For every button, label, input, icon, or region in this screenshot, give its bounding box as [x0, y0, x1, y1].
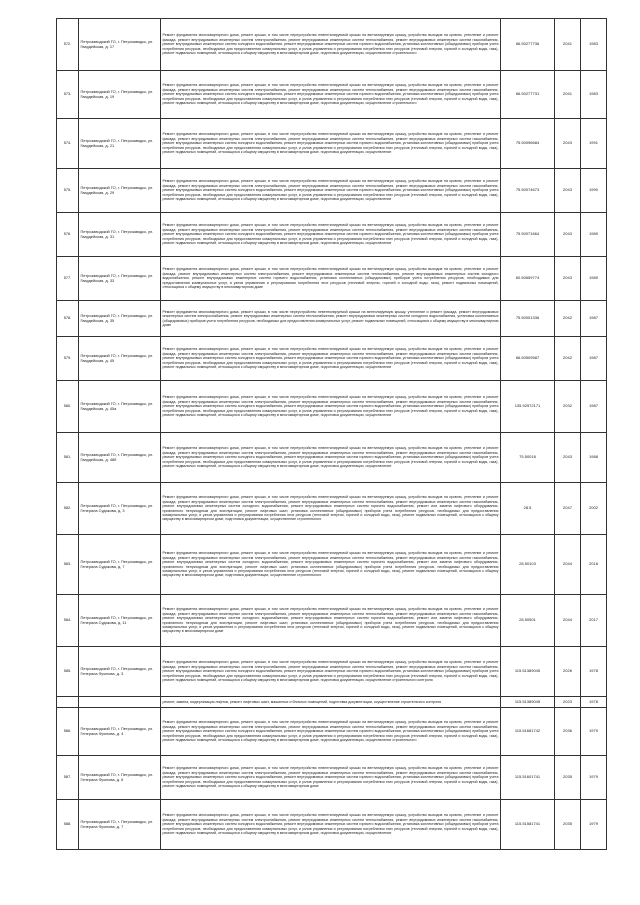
- row-year: 2032: [555, 381, 581, 433]
- table-row: [57, 71, 607, 119]
- row-works: Ремонт фундамента многоквартирного дома, ремонт крыши, в том числе переустройство невентилируемой крыши на вентилируемую крышу, устройство выходов на кровлю, утепление и ремонт фасада, ремонт внутридомовых инженерных систем электроснабжения, ремонт внутридомовых инженерных систем теплоснабжения, ремонт внутридомовых инженерных систем холодного водоснабжения, ремонт внутридомовых инженерных систем горячего водоснабжения, установка коллективных (общедомовых) приборов учета потребления ресурсов, необходимых для предоставления коммунальных услуг, и узлов управления и регулирования потребления этих ресурсов (тепловой энергии, горячей и холодной воды, газа), ремонт подвальных помещений, относящихся к общему имуществу в многоквартирном доме: [161, 257, 501, 301]
- row-commissioning-year: 1979: [581, 800, 607, 850]
- row-cost: 28.50103: [501, 535, 555, 595]
- row-number: 577.: [57, 257, 79, 301]
- row-address: Петрозаводский ГО, г. Петрозаводск, ул. Гвардейская, д. 19: [79, 71, 161, 119]
- row-commissioning-year: 1990: [581, 169, 607, 213]
- row-cost: 60.50659774: [501, 257, 555, 301]
- row-works: Ремонт фундамента многоквартирного дома, ремонт крыши, в том числе переустройство невентилируемой крыши на вентилируемую крышу, устройство выходов на кровлю, утепление и ремонт фасада, ремонт внутридомовых инженерных систем электроснабжения, ремонт внутридомовых инженерных систем теплоснабжения, ремонт внутридомовых инженерных систем газоснабжения, ремонт внутридомовых инженерных систем холодного водоснабжения, ремонт внутридомовых инженерных систем горячего водоснабжения, установка коллективных (общедомовых) приборов учета потребления ресурсов, необходимых для предоставления коммунальных услуг, и узлов управления и регулирования потребления этих ресурсов (тепловой энергии, горячей и холодной воды, газа), ремонт подвальных помещений, относящихся к общему имуществу в многоквартирном доме, подготовка документации, осуществление: [161, 119, 501, 169]
- row-works: Ремонт фундамента многоквартирного дома, ремонт крыши, в том числе переустройство невентилируемой крыши на вентилируемую крышу, устройство выходов на кровлю, утепление и ремонт фасада, ремонт внутридомовых инженерных систем электроснабжения, ремонт внутридомовых инженерных систем теплоснабжения, ремонт внутридомовых инженерных систем газоснабжения, ремонт внутридомовых инженерных систем холодного водоснабжения, ремонт внутридомовых инженерных систем горячего водоснабжения, ремонт или замена лифтового оборудования, признанного непригодным для эксплуатации, ремонт лифтовых шахт, установка коллективных (общедомовых) приборов учета потребления ресурсов, необходимых для предоставления коммунальных услуг, и узлов управления и регулирования потребления этих ресурсов (тепловой энергии, горячей и холодной воды, газа), ремонт подвальных помещений, относящихся к общему имуществу в многоквартирном доме: [161, 595, 501, 647]
- row-cost: 66.50277736: [501, 19, 555, 71]
- row-cost: 75.50001336: [501, 301, 555, 337]
- row-number: 572.: [57, 19, 79, 71]
- row-year: 2036: [555, 708, 581, 756]
- row-cost: 75.50096684: [501, 119, 555, 169]
- row-year: 2041: [555, 71, 581, 119]
- row-works: Ремонт фундамента многоквартирного дома, ремонт крыши, в том числе переустройство невентилируемой крыши на вентилируемую крышу, устройство выходов на кровлю, утепление и ремонт фасада, ремонт внутридомовых инженерных систем электроснабжения, ремонт внутридомовых инженерных систем теплоснабжения, ремонт внутридомовых инженерных систем газоснабжения, ремонт внутридомовых инженерных систем холодного водоснабжения, ремонт внутридомовых инженерных систем горячего водоснабжения, установка коллективных (общедомовых) приборов учета потребления ресурсов, необходимых для предоставления коммунальных услуг, и узлов управления и регулирования потребления этих ресурсов (тепловой энергии, горячей и холодной воды, газа), ремонт подвальных помещений, относящихся к общему имуществу в многоквартирном доме, подготовка документации, осуществление: [161, 169, 501, 213]
- row-commissioning-year: 1989: [581, 257, 607, 301]
- row-year: 2043: [555, 169, 581, 213]
- row-works: Ремонт фундамента многоквартирного дома, ремонт крыши, в том числе переустройство невентилируемой крыши на вентилируемую крышу, устройство выходов на кровлю, утепление и ремонт фасада, ремонт внутридомовых инженерных систем электроснабжения, ремонт внутридомовых инженерных систем теплоснабжения, ремонт внутридомовых инженерных систем газоснабжения, ремонт внутридомовых инженерных систем холодного водоснабжения, ремонт внутридомовых инженерных систем горячего водоснабжения, установка коллективных (общедомовых) приборов учета потребления ресурсов, необходимых для предоставления коммунальных услуг, и узлов управления и регулирования потребления этих ресурсов (тепловой энергии, горячей и холодной воды, газа), ремонт подвальных помещений, относящихся к общему имуществу в многоквартирном доме, подготовка документации, осуществление строительного: [161, 19, 501, 71]
- row-address: Петрозаводский ГО, г. Петрозаводск, ул. Генерала Фролова, д. 4: [79, 708, 161, 756]
- table-row: [57, 337, 607, 381]
- row-year: 2023: [555, 697, 581, 708]
- row-number: 578.: [57, 301, 79, 337]
- row-commissioning-year: 1979: [581, 756, 607, 800]
- table-row: [57, 535, 607, 595]
- row-works: Ремонт фундамента многоквартирного дома, ремонт крыши, в том числе переустройство невентилируемой крыши на вентилируемую крышу, устройство выходов на кровлю, утепление и ремонт фасада, ремонт внутридомовых инженерных систем электроснабжения, ремонт внутридомовых инженерных систем теплоснабжения, ремонт внутридомовых инженерных систем газоснабжения, ремонт внутридомовых инженерных систем холодного водоснабжения, ремонт внутридомовых инженерных систем горячего водоснабжения, ремонт или замена лифтового оборудования, признанного непригодным для эксплуатации, ремонт лифтовых шахт, установка коллективных (общедомовых) приборов учета потребления ресурсов, необходимых для предоставления коммунальных услуг, и узлов управления и регулирования потребления этих ресурсов (тепловой энергии, горячей и холодной воды, газа), ремонт подвальных помещений, относящихся к общему имуществу в многоквартирном доме, подготовка документации, осуществление строительного: [161, 483, 501, 535]
- row-works: Ремонт фундамента многоквартирного дома, ремонт крыши, в том числе переустройство невентилируемой крыши на вентилируемую крышу, утепление и ремонт фасада, ремонт внутридомовых инженерных систем электроснабжения, ремонт внутридомовых инженерных систем теплоснабжения, ремонт внутридомовых инженерных систем холодного водоснабжения, установка коллективных (общедомовых) приборов учета потребления ресурсов, необходимых для предоставления коммунальных услуг, ремонт подвальных помещений, относящихся к общему имуществу в многоквартирном доме: [161, 301, 501, 337]
- row-number: 573.: [57, 71, 79, 119]
- row-works: ремонт, замена, модернизация лифтов, ремонт лифтовых шахт, машинных и блочных помещений, подготовка документации, осуществление строительного контроля: [161, 697, 501, 708]
- row-number: 586.: [57, 708, 79, 756]
- row-works: Ремонт фундамента многоквартирного дома, ремонт крыши, в том числе переустройство невентилируемой крыши на вентилируемую крышу, устройство выходов на кровлю, утепление и ремонт фасада, ремонт внутридомовых инженерных систем электроснабжения, ремонт внутридомовых инженерных систем теплоснабжения, ремонт внутридомовых инженерных систем газоснабжения, ремонт внутридомовых инженерных систем холодного водоснабжения, ремонт внутридомовых инженерных систем горячего водоснабжения, установка коллективных (общедомовых) приборов учета потребления ресурсов, необходимых для предоставления коммунальных услуг, и узлов управления и регулирования потребления этих ресурсов (тепловой энергии, горячей и холодной воды, газа), ремонт подвальных помещений, относящихся к общему имуществу в многоквартирном доме, подготовка документации, осуществление: [161, 381, 501, 433]
- table-row: [57, 169, 607, 213]
- row-address: Петрозаводский ГО, г. Петрозаводск, ул. Генерала Фролова, д. 3: [79, 647, 161, 697]
- row-works: Ремонт фундамента многоквартирного дома, ремонт крыши, в том числе переустройство невентилируемой крыши на вентилируемую крышу, устройство выходов на кровлю, утепление и ремонт фасада, ремонт внутридомовых инженерных систем электроснабжения, ремонт внутридомовых инженерных систем теплоснабжения, ремонт внутридомовых инженерных систем газоснабжения, ремонт внутридомовых инженерных систем холодного водоснабжения, ремонт внутридомовых инженерных систем горячего водоснабжения, установка коллективных (общедомовых) приборов учета потребления ресурсов, необходимых для предоставления коммунальных услуг, и узлов управления и регулирования потребления этих ресурсов (тепловой энергии, горячей и холодной воды, газа), ремонт подвальных помещений, относящихся к общему имуществу в многоквартирном доме, подготовка документации, осуществление строительного: [161, 708, 501, 756]
- row-cost: 115.51389045: [501, 647, 555, 697]
- row-address: Петрозаводский ГО, г. Петрозаводск, ул. Генерала Судакова, д. 7: [79, 535, 161, 595]
- row-address: Петрозаводский ГО, г. Петрозаводск, ул. Генерала Фролова, д. 7: [79, 800, 161, 850]
- row-address: Петрозаводский ГО, г. Петрозаводск, ул. Генерала Фролова, д. 6: [79, 756, 161, 800]
- row-number: 582.: [57, 483, 79, 535]
- row-address: Петрозаводский ГО, г. Петрозаводск, ул. Гвардейская, д. 45а: [79, 381, 161, 433]
- row-number: [57, 697, 79, 708]
- row-address: Петрозаводский ГО, г. Петрозаводск, ул. Гвардейская, д. 45: [79, 337, 161, 381]
- row-cost: 28.5: [501, 483, 555, 535]
- row-number: 580.: [57, 381, 79, 433]
- row-works: Ремонт фундамента многоквартирного дома, ремонт крыши, в том числе переустройство невентилируемой крыши на вентилируемую крышу, устройство выходов на кровлю, утепление и ремонт фасада, ремонт внутридомовых инженерных систем электроснабжения, ремонт внутридомовых инженерных систем теплоснабжения, ремонт внутридомовых инженерных систем газоснабжения, ремонт внутридомовых инженерных систем холодного водоснабжения, ремонт внутридомовых инженерных систем горячего водоснабжения, установка коллективных (общедомовых) приборов учета потребления ресурсов, необходимых для предоставления коммунальных услуг, и узлов управления и регулирования потребления этих ресурсов (тепловой энергии, горячей и холодной воды, газа), ремонт подвальных помещений, относящихся к общему имуществу в многоквартирном доме, подготовка документации, осуществление: [161, 800, 501, 850]
- row-commissioning-year: 1979: [581, 708, 607, 756]
- table-row: [57, 708, 607, 756]
- table-row: [57, 647, 607, 697]
- row-year: 2043: [555, 119, 581, 169]
- table-row: [57, 19, 607, 71]
- row-commissioning-year: 2017: [581, 595, 607, 647]
- row-commissioning-year: 1991: [581, 119, 607, 169]
- table-row: [57, 381, 607, 433]
- row-year: 2026: [555, 647, 581, 697]
- row-year: 2043: [555, 257, 581, 301]
- row-works: Ремонт фундамента многоквартирного дома, ремонт крыши, в том числе переустройство невентилируемой крыши на вентилируемую крышу, устройство выходов на кровлю, утепление и ремонт фасада, ремонт внутридомовых инженерных систем электроснабжения, ремонт внутридомовых инженерных систем теплоснабжения, ремонт внутридомовых инженерных систем газоснабжения, ремонт внутридомовых инженерных систем холодного водоснабжения, ремонт внутридомовых инженерных систем горячего водоснабжения, установка коллективных (общедомовых) приборов учета потребления ресурсов, необходимых для предоставления коммунальных услуг, и узлов управления и регулирования потребления этих ресурсов (тепловой энергии, горячей и холодной воды, газа), ремонт подвальных помещений, относящихся к общему имуществу в многоквартирном доме: [161, 756, 501, 800]
- table-row: [57, 800, 607, 850]
- row-address: Петрозаводский ГО, г. Петрозаводск, ул. Гвардейская, д. 17: [79, 19, 161, 71]
- row-commissioning-year: 2018: [581, 535, 607, 595]
- row-commissioning-year: 2002: [581, 483, 607, 535]
- row-address: Петрозаводский ГО, г. Петрозаводск, ул. Гвардейская, д. 21: [79, 119, 161, 169]
- row-number: 576.: [57, 213, 79, 257]
- row-year: 2035: [555, 756, 581, 800]
- row-commissioning-year: 1989: [581, 213, 607, 257]
- row-number: 575.: [57, 169, 79, 213]
- row-commissioning-year: 1988: [581, 433, 607, 483]
- row-number: 579.: [57, 337, 79, 381]
- capital-repair-table: [56, 18, 607, 850]
- row-address: Петрозаводский ГО, г. Петрозаводск, ул. Гвардейская, д. 29: [79, 169, 161, 213]
- row-year: 2043: [555, 213, 581, 257]
- table-row: [57, 257, 607, 301]
- row-works: Ремонт фундамента многоквартирного дома, ремонт крыши, в том числе переустройство невентилируемой крыши на вентилируемую крышу, устройство выходов на кровлю, утепление и ремонт фасада, ремонт внутридомовых инженерных систем электроснабжения, ремонт внутридомовых инженерных систем теплоснабжения, ремонт внутридомовых инженерных систем газоснабжения, ремонт внутридомовых инженерных систем холодного водоснабжения, ремонт внутридомовых инженерных систем горячего водоснабжения, установка коллективных (общедомовых) приборов учета потребления ресурсов, необходимых для предоставления коммунальных услуг, и узлов управления и регулирования потребления этих ресурсов (тепловой энергии, горячей и холодной воды, газа), ремонт подвальных помещений, относящихся к общему имуществу в многоквартирном доме, подготовка документации, осуществление строительного: [161, 71, 501, 119]
- row-number: 587.: [57, 756, 79, 800]
- row-commissioning-year: 1978: [581, 697, 607, 708]
- table-row: [57, 595, 607, 647]
- row-address: Петрозаводский ГО, г. Петрозаводск, ул. Гвардейская, д. 31: [79, 213, 161, 257]
- row-address: [79, 697, 161, 708]
- row-commissioning-year: 1987: [581, 337, 607, 381]
- table-row: [57, 119, 607, 169]
- row-year: 2042: [555, 337, 581, 381]
- row-cost: 115.51681742: [501, 708, 555, 756]
- row-address: Петрозаводский ГО, г. Петрозаводск, ул. Генерала Судакова, д. 3: [79, 483, 161, 535]
- row-commissioning-year: 1978: [581, 647, 607, 697]
- row-year: 2044: [555, 535, 581, 595]
- table-row: [57, 483, 607, 535]
- row-cost: 115.51389045: [501, 697, 555, 708]
- table-row: [57, 301, 607, 337]
- row-cost: 115.51581741: [501, 800, 555, 850]
- row-number: 583.: [57, 535, 79, 595]
- row-commissioning-year: 1987: [581, 301, 607, 337]
- table-row: [57, 697, 607, 708]
- row-works: Ремонт фундамента многоквартирного дома, ремонт крыши, в том числе переустройство невентилируемой крыши на вентилируемую крышу, устройство выходов на кровлю, утепление и ремонт фасада, ремонт внутридомовых инженерных систем электроснабжения, ремонт внутридомовых инженерных систем теплоснабжения, ремонт внутридомовых инженерных систем газоснабжения, ремонт внутридомовых инженерных систем холодного водоснабжения, ремонт внутридомовых инженерных систем горячего водоснабжения, установка коллективных (общедомовых) приборов учета потребления ресурсов, необходимых для предоставления коммунальных услуг, и узлов управления и регулирования потребления этих ресурсов (тепловой энергии, горячей и холодной воды, газа), ремонт подвальных помещений, относящихся к общему имуществу в многоквартирном доме, подготовка документации, осуществление строительного контроля: [161, 647, 501, 697]
- table-row: [57, 433, 607, 483]
- row-address: Петрозаводский ГО, г. Петрозаводск, ул. Гвардейская, д. 33: [79, 257, 161, 301]
- row-number: 584.: [57, 595, 79, 647]
- row-year: 2044: [555, 595, 581, 647]
- row-number: 585.: [57, 647, 79, 697]
- document-page: [56, 18, 598, 850]
- row-commissioning-year: 1983: [581, 19, 607, 71]
- row-cost: 28.50501: [501, 595, 555, 647]
- row-address: Петрозаводский ГО, г. Петрозаводск, ул. Гвардейская, д. 48б: [79, 433, 161, 483]
- row-cost: 135.92572171: [501, 381, 555, 433]
- row-cost: 115.51601741: [501, 756, 555, 800]
- row-year: 2041: [555, 19, 581, 71]
- row-year: 2042: [555, 301, 581, 337]
- row-cost: 75.50074673: [501, 169, 555, 213]
- row-number: 574.: [57, 119, 79, 169]
- table-row: [57, 213, 607, 257]
- row-address: Петрозаводский ГО, г. Петрозаводск, ул. Генерала Судакова, д. 11: [79, 595, 161, 647]
- row-commissioning-year: 1983: [581, 71, 607, 119]
- row-works: Ремонт фундамента многоквартирного дома, ремонт крыши, в том числе переустройство невентилируемой крыши на вентилируемую крышу, устройство выходов на кровлю, утепление и ремонт фасада, ремонт внутридомовых инженерных систем электроснабжения, ремонт внутридомовых инженерных систем теплоснабжения, ремонт внутридомовых инженерных систем газоснабжения, ремонт внутридомовых инженерных систем холодного водоснабжения, ремонт внутридомовых инженерных систем горячего водоснабжения, установка коллективных (общедомовых) приборов учета потребления ресурсов, необходимых для предоставления коммунальных услуг, и узлов управления и регулирования потребления этих ресурсов (тепловой энергии, горячей и холодной воды, газа), ремонт подвальных помещений, относящихся к общему имуществу в многоквартирном доме, подготовка документации, осуществление: [161, 213, 501, 257]
- table-row: [57, 756, 607, 800]
- row-year: 2035: [555, 800, 581, 850]
- row-cost: 66.50277731: [501, 71, 555, 119]
- row-works: Ремонт фундамента многоквартирного дома, ремонт крыши, в том числе переустройство невентилируемой крыши на вентилируемую крышу, устройство выходов на кровлю, утепление и ремонт фасада, ремонт внутридомовых инженерных систем электроснабжения, ремонт внутридомовых инженерных систем теплоснабжения, ремонт внутридомовых инженерных систем газоснабжения, ремонт внутридомовых инженерных систем холодного водоснабжения, ремонт внутридомовых инженерных систем горячего водоснабжения, ремонт или замена лифтового оборудования, признанного непригодным для эксплуатации, ремонт лифтовых шахт, установка коллективных (общедомовых) приборов учета потребления ресурсов, необходимых для предоставления коммунальных услуг, и узлов управления и регулирования потребления этих ресурсов (тепловой энергии, горячей и холодной воды, газа), ремонт подвальных помещений, относящихся к общему имуществу в многоквартирном доме, подготовка документации, осуществление строительного: [161, 535, 501, 595]
- row-year: 2043: [555, 433, 581, 483]
- row-commissioning-year: 1987: [581, 381, 607, 433]
- row-works: Ремонт фундамента многоквартирного дома, ремонт крыши, в том числе переустройство невентилируемой крыши на вентилируемую крышу, устройство выходов на кровлю, утепление и ремонт фасада, ремонт внутридомовых инженерных систем электроснабжения, ремонт внутридомовых инженерных систем теплоснабжения, ремонт внутридомовых инженерных систем газоснабжения, ремонт внутридомовых инженерных систем холодного водоснабжения, ремонт внутридомовых инженерных систем горячего водоснабжения, установка коллективных (общедомовых) приборов учета потребления ресурсов, необходимых для предоставления коммунальных услуг, и узлов управления и регулирования потребления этих ресурсов (тепловой энергии, горячей и холодной воды, газа), ремонт подвальных помещений, относящихся к общему имуществу в многоквартирном доме, подготовка документации, осуществление: [161, 337, 501, 381]
- row-number: 581.: [57, 433, 79, 483]
- table-body: [57, 19, 607, 850]
- row-cost: 75.50071664: [501, 213, 555, 257]
- row-works: Ремонт фундамента многоквартирного дома, ремонт крыши, в том числе переустройство невентилируемой крыши на вентилируемую крышу, устройство выходов на кровлю, утепление и ремонт фасада, ремонт внутридомовых инженерных систем электроснабжения, ремонт внутридомовых инженерных систем теплоснабжения, ремонт внутридомовых инженерных систем газоснабжения, ремонт внутридомовых инженерных систем холодного водоснабжения, ремонт внутридомовых инженерных систем горячего водоснабжения, установка коллективных (общедомовых) приборов учета потребления ресурсов, необходимых для предоставления коммунальных услуг, и узлов управления и регулирования потребления этих ресурсов (тепловой энергии, горячей и холодной воды, газа), ремонт подвальных помещений, относящихся к общему имуществу в многоквартирном доме, подготовка документации, осуществление: [161, 433, 501, 483]
- row-cost: 66.50509587: [501, 337, 555, 381]
- row-year: 2047: [555, 483, 581, 535]
- row-cost: 75.50018: [501, 433, 555, 483]
- row-number: 588.: [57, 800, 79, 850]
- row-address: Петрозаводский ГО, г. Петрозаводск, ул. Гвардейская, д. 35: [79, 301, 161, 337]
